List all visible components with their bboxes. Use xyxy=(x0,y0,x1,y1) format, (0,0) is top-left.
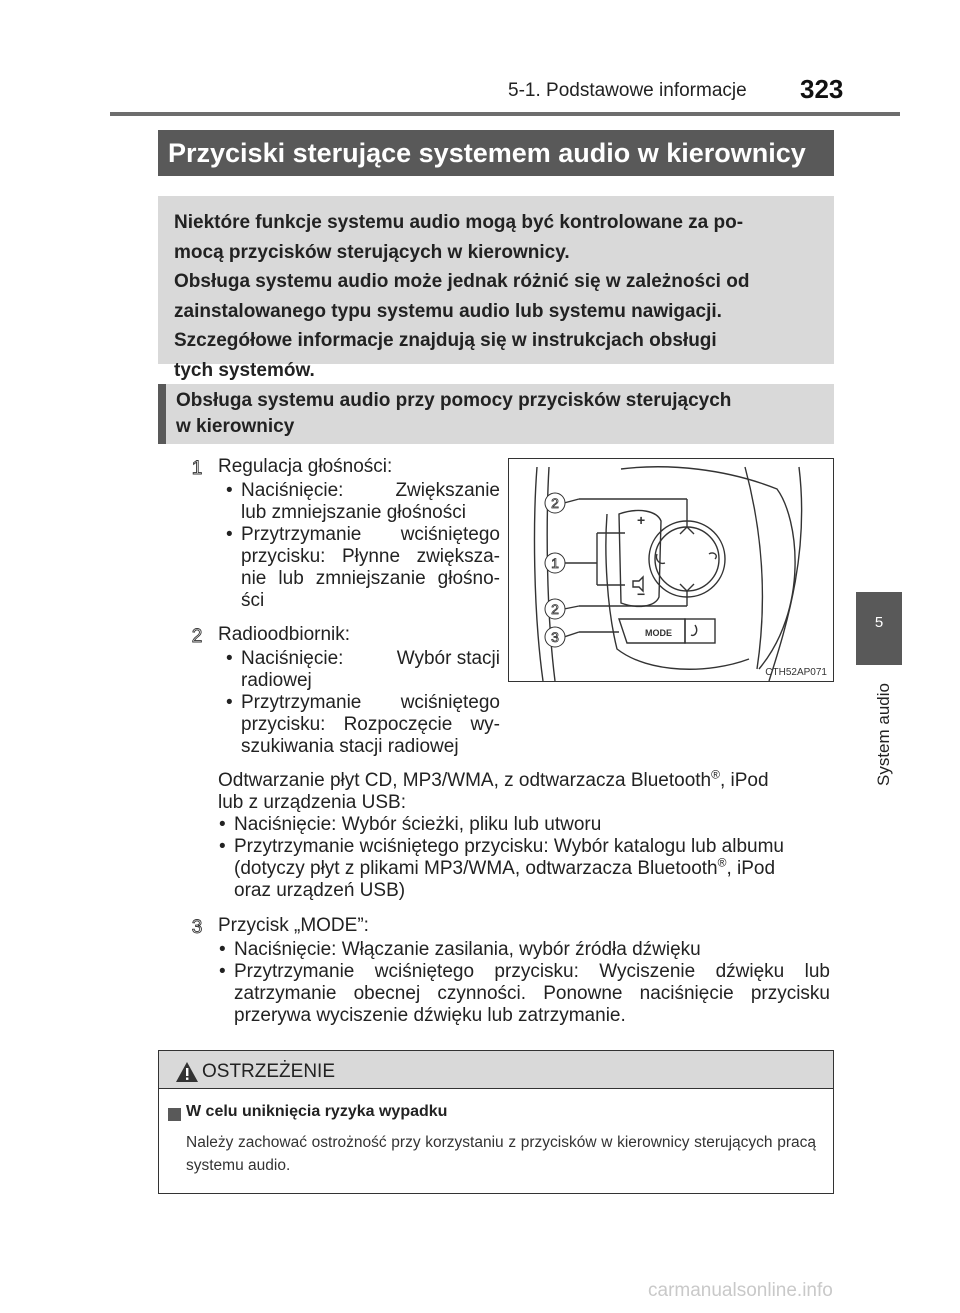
page-number: 323 xyxy=(800,74,844,104)
page-title: Przyciski sterujące systemem audio w kierownicy xyxy=(158,130,834,176)
spoke-edge xyxy=(745,467,762,669)
chapter-tab-label-wrap xyxy=(870,678,894,788)
warning-triangle-icon xyxy=(174,1060,200,1084)
intro-line: Szczegółowe informacje znajdują się w instrukcjach obsługi xyxy=(174,330,717,351)
number-1-icon xyxy=(188,456,206,478)
bullet: • xyxy=(219,939,226,960)
number-2-icon xyxy=(188,624,206,646)
figure-code: CTH52AP071 xyxy=(765,667,827,678)
item-2-body xyxy=(218,648,500,758)
voice-icon xyxy=(691,625,697,635)
item-2-cd-line1-post: , iPod xyxy=(719,770,769,791)
item-2-cd-line2: lub z urządzenia USB: xyxy=(218,792,406,813)
minus-icon: − xyxy=(637,586,646,602)
wheel-rim-left-outer xyxy=(535,467,543,681)
item-2-b1-value: Wybór stacji xyxy=(396,648,500,669)
running-header-section: 5-1. Podstawowe informacje xyxy=(508,80,747,101)
plus-icon: + xyxy=(637,512,646,528)
callout-1: 1 xyxy=(551,555,559,571)
number-3-glyph: 3 xyxy=(191,917,203,937)
bullet: • xyxy=(226,524,233,545)
callout-2-top: 2 xyxy=(551,495,559,511)
warning-heading: W celu uniknięcia ryzyka wypadku xyxy=(186,1103,448,1120)
item-2-cd-b1: Naciśnięcie: Wybór ścieżki, pliku lub utworu xyxy=(234,814,602,835)
chapter-tab-label: System audio xyxy=(874,683,893,786)
item-2-cd-block xyxy=(218,767,830,902)
spoke-outline xyxy=(621,467,795,669)
item-1-b2-line: Przytrzymanie wciśniętego xyxy=(241,524,500,545)
bullet: • xyxy=(226,692,233,713)
item-2-b2-line: Przytrzymanie wciśniętego xyxy=(241,692,500,713)
callout-3: 3 xyxy=(551,629,559,645)
control-disc-inner xyxy=(655,527,719,591)
warning-title: OSTRZEŻENIE xyxy=(202,1061,336,1082)
item-2-cd-b2-line2: (dotyczy płyt z plikami MP3/WMA, odtwarzacza Bluetooth xyxy=(234,858,718,879)
section-subheading xyxy=(158,384,834,444)
item-2-cd-line1: Odtwarzanie płyt CD, MP3/WMA, z odtwarzacza Bluetooth xyxy=(218,770,712,791)
item-1-b2-line: przycisku: Płynne zwiększa- xyxy=(241,546,500,567)
subheading-line: Obsługa systemu audio przy pomocy przycisków sterujących xyxy=(176,390,732,411)
item-2-cd-b2-line3: oraz urządzeń USB) xyxy=(234,880,406,901)
phone-hangup-icon xyxy=(709,553,716,559)
square-bullet-icon xyxy=(168,1108,181,1121)
steering-wheel-figure xyxy=(508,458,834,682)
number-3-icon xyxy=(188,915,206,937)
bullet: • xyxy=(219,814,226,835)
item-2-cd-b2-line1: Przytrzymanie wciśniętego przycisku: Wybór katalogu lub albumu xyxy=(234,836,784,857)
item-1-b1-cont: lub zmniejszanie głośności xyxy=(241,502,466,523)
item-1-title: Regulacja głośności: xyxy=(218,456,393,477)
item-2-b2-line: przycisku: Rozpoczęcie wy- xyxy=(241,714,500,735)
bullet: • xyxy=(219,836,226,857)
wheel-rim-right xyxy=(769,467,802,681)
item-1-b2-line: nie lub zmniejszanie głośno- xyxy=(241,568,500,589)
intro-line: zainstalowanego typu systemu audio lub systemu nawigacji. xyxy=(174,300,722,322)
item-3-body xyxy=(218,939,830,1027)
watermark: carmanualsonline.info xyxy=(648,1280,833,1301)
registered-mark: ® xyxy=(717,855,727,870)
spoke-lower xyxy=(606,514,749,669)
intro-box xyxy=(158,196,834,381)
bullet: • xyxy=(226,480,233,501)
chapter-tab-number: 5 xyxy=(856,592,902,665)
callout-2-bottom: 2 xyxy=(551,601,559,617)
item-2-b1-label: Naciśnięcie: xyxy=(241,648,344,669)
item-2-b1-cont: radiowej xyxy=(241,670,312,691)
item-1-b1-label: Naciśnięcie: xyxy=(241,480,344,501)
item-1-body xyxy=(218,480,500,612)
talk-button xyxy=(685,619,715,643)
item-3-title: Przycisk „MODE”: xyxy=(218,915,369,936)
item-1-b2-line: ści xyxy=(241,590,265,611)
bullet: • xyxy=(226,648,233,669)
item-2-title: Radioodbiornik: xyxy=(218,624,351,645)
warning-text: Należy zachować ostrożność przy korzystaniu z przycisków w kierownicy sterujących pracą systemu audio. xyxy=(186,1134,816,1174)
steering-wheel-illustration xyxy=(509,459,833,681)
item-3-b1: Naciśnięcie: Włączanie zasilania, wybór źródła dźwięku xyxy=(234,939,701,960)
subheading-line: w kierownicy xyxy=(176,416,295,437)
intro-line: Niektóre funkcje systemu audio mogą być kontrolowane za po- xyxy=(174,212,744,233)
item-2-cd-b2-line2-post: , iPod xyxy=(726,858,776,879)
header-rule xyxy=(110,112,900,116)
item-2-b2-line: szukiwania stacji radiowej xyxy=(241,736,459,757)
bullet: • xyxy=(219,961,226,982)
intro-line: Obsługa systemu audio może jednak różnić się w zależności od xyxy=(174,271,750,292)
mode-label: MODE xyxy=(645,628,672,638)
intro-line: tych systemów. xyxy=(174,359,315,381)
item-3-b2-line: przerywa wyciszenie dźwięku lub zatrzymanie. xyxy=(234,1005,626,1026)
number-2-glyph: 2 xyxy=(191,626,203,646)
number-1-glyph: 1 xyxy=(191,458,203,478)
item-3-b2-line: zatrzymanie obecnej czynności. Ponowne naciśnięcie przycisku xyxy=(234,983,830,1004)
item-3-b2-line: Przytrzymanie wciśniętego przycisku: Wyciszenie dźwięku lub xyxy=(234,961,830,982)
item-1-b1-value: Zwiększanie xyxy=(395,480,500,501)
registered-mark: ® xyxy=(711,767,720,782)
intro-line: mocą przycisków sterujących w kierownicy. xyxy=(174,241,570,263)
